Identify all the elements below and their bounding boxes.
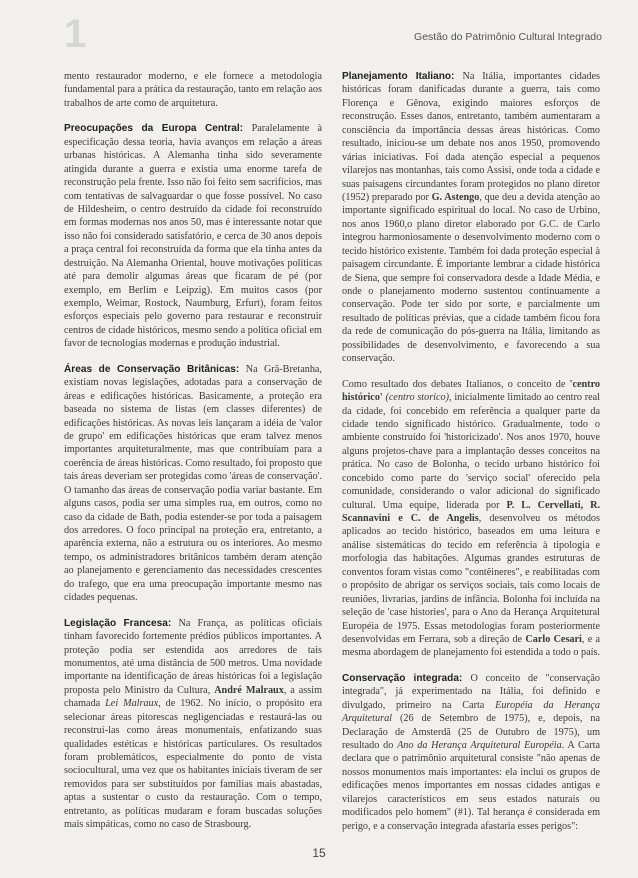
section-heading: Legislação Francesa: (64, 617, 172, 629)
section-heading: Conservação integrada: (342, 672, 463, 684)
paragraph-text: , de 1962. No início, o propósito era selecionar áreas pitorescas negligenciadas e restaurá-las ou reconstruí-las como áreas monumentais, enfatizando suas qualidades estéticas e históricas particulares. Os resultados foram problemáticos, especialmente do ponto de vista sociocultural, uma vez que os habitantes iniciais tiveram de ser removidos para ser substituídos por famílias mais abastadas, aptas a sustentar o custo da restauração. Com o tempo, entretanto, as políticas mudaram e foram buscadas soluções mais simpáticas, como no caso de Strasbourg. (64, 698, 323, 831)
paragraph-text: Na Itália, importantes cidades históricas foram danificadas durante a guerra, tais como Florença e Gênova, exigindo maiores esforços de reconstrução. Esses danos, entretanto, também aumentaram a consciência da importância dessas áreas históricas. Como resultado, iniciou-se um debate nos anos 1950, promovendo várias iniciativas. Foi dada atenção especial a pequenos vilarejos nas montanhas, tais como Assisi, onde toda a cidade e suas paisagens circundantes foram protegidos no plano diretor (1952) preparado por (342, 71, 600, 203)
paragraph-text: , desenvolveu os métodos aplicados ao tecido histórico, baseados em uma leitura e análise sistemáticas do tecido em referência à tipologia e morfologia das habitações. Algumas grandes estruturas de conventos foram vistas como "contêineres", e reabilitadas com o propósito de abrigar os serviços sociais, tais como locais de reuniões, livrarias, jardins de infância. Bolonha foi incluída na seleção de 'case histories', para o Ano da Herança Arquitetural Européia de 1975. Essas metodologias foram posteriormente desenvolvidas em Ferrara, sob a direção de (342, 513, 600, 645)
page-number: 15 (312, 846, 326, 860)
section-heading: Preocupações da Europa Central: (64, 123, 244, 135)
paragraph-integrated-conservation (342, 672, 600, 833)
year-title: Ano da Herança Arquitetural Européia (397, 740, 562, 751)
paragraph-text: , que deu a devida atenção ao importante significado espiritual do local. No caso de Urbino, nos anos 1960,o plano diretor elaborado por G.C. de Carlo integrou harmoniosamente o desenvolvimento moderno com o tecido histórico existente. Também foi dada proteção especial à paisagem circundante. É importante lembrar a cidade histórica de Siena, que sempre foi conservadora desde a Idade Média, e onde o planejamento moderno sustentou continuamente a conservação. Pode ter sido por sorte, e parcialmente um resultado de políticas prévias, que a cidade também ficou fora da rede de comunicação do pós-guerra na Itália, limitando as possibilidades de desenvolvimento, e favorecendo a sua conservação. (342, 191, 600, 365)
right-column (342, 70, 600, 833)
paragraph-text: Paralelamente à especificação dessa teoria, havia avanços em relação a áreas urbanas históricas. A Alemanha tinha sido severamente atingida durante a guerra e existia uma enorme tarefa de reconstrução pela frente. Isso não foi feito sem sacrifícios, mas com tentativas de salvaguardar o que fosse possível. No caso de Hildesheim, o centro destruído da cidade foi reconstruído em formas modernas nos anos 50, mas é interessante notar que isso não foi considerado satisfatório, e cerca de 30 anos depois a praça central foi reconstruída da forma que ela tinha antes da destruição. Na Alemanha Oriental, houve motivações políticas até para demolir algumas áreas que ficaram de pé (por exemplo, em Berlim e Leipzig). Em muitos casos (por exemplo, Weimar, Rostock, Naumburg, Erfurt), foram feitos esforços especiais pelo governo para restaurar e reconstruir centros de cidade históricos, mesmo sendo a política oficial em favor de tecnologias modernas e produção industrial. (64, 123, 322, 350)
section-heading: Planejamento Italiano: (342, 71, 455, 82)
paragraph-continuation: mento restaurador moderno, e ele fornece a metodologia fundamental para a prática da restauração, tanto em relação aos trabalhos de arte como de arquitetura. (64, 71, 322, 109)
chapter-number: 1 (64, 12, 86, 56)
charter-title: Européia da Herança Arquitetural (342, 699, 601, 725)
paragraph-historic-centre (342, 378, 600, 660)
paragraph-text: , inicialmente limitado ao centro real da cidade, foi concebido em referência a qualquer parte da cidade tendo significado histórico. Gradualmente, todo o ambiente construído foi 'historicizado'. Nos anos 1970, houve alguns projetos-chave para a implantação desses conceitos na prática. No caso de Bolonha, o tecido urbano histórico foi concebido como parte do 'serviço social' oferecido pela comunidade, considerando o valor adicional do significado cultural. Uma equipe, liderada por (342, 392, 600, 511)
law-name: Lei Malraux (105, 698, 159, 710)
paragraph-text: , a assim chamada (64, 684, 322, 710)
term-italian: (centro storico) (385, 392, 450, 404)
paragraph-text: Na França, as políticas oficiais tinham favorecido fortemente prédios públicos importantes. A proteção podia ser estendida aos arredores de tais monumentos, até uma distância de 500 metros. Uma novidade importante na identificação de áreas históricas foi a legislação proposta pelo Ministro da Cultura, (64, 617, 322, 696)
paragraph-text: Como resultado dos debates Italianos, o conceito de (342, 378, 566, 390)
person-name: André Malraux (214, 684, 284, 696)
person-name: Carlo Cesari (525, 633, 582, 645)
term: 'centro histórico' (342, 378, 601, 404)
paragraph-text: , e a mesma abordagem de planejamento foi estendida a todo o país. (342, 633, 601, 659)
paragraph-french-legislation (64, 617, 322, 832)
section-heading: Áreas de Conservação Britânicas: (64, 363, 240, 375)
paragraph-text: (26 de Setembro de 1975), e, depois, na Declaração de Amsterdã (25 de Outubro de 1975), um resultado do (342, 713, 600, 751)
left-column (64, 70, 322, 832)
paragraph-text: Na Grã-Bretanha, existiam novas legislações, adotadas para a conservação de áreas e edificações históricas. Basicamente, a proteção era baseada no sistema de listas (em classes diferentes) de edificações históricas. As novas leis lançaram a idéia de 'valor de grupo' em edificações históricas que eram talvez menos importantes arquiteturalmente, mas que contribuíam para a coerência de áreas históricas. Como resultado, foi proposto que tais áreas deveriam ser protegidas como 'áreas de conservação'. O tamanho das áreas de conservação podia variar bastante. Em alguns casos, podia ser uma simples rua, em outros, como no caso da cidade de Bath, podia estender-se por toda a paisagem dos arredores. O foco principal na proteção era, entretanto, a aparência externa, não a estrutura ou os interiores. Ao mesmo tempo, os administradores britânicos também deram atenção ao planejamento e gerenciamento das necessidades crescentes do trafego, que era uma preocupação importante mesmo nas cidades pequenas. (64, 363, 323, 604)
paragraph-italian-planning (342, 70, 600, 366)
paragraph-text: O conceito de "conservação integrada", já experimentado na Itália, foi definido e divulgado, primeiro na Carta (342, 672, 600, 711)
paragraph-british-areas (64, 363, 322, 605)
person-names: P. L. Cervellati, R. Scannavini e C. de Angelis (342, 499, 601, 524)
paragraph-central-europe (64, 122, 322, 350)
paragraph-text: . A Carta declara que o patrimônio arquitetural consiste "não apenas de nossos monumentos mais importantes: ela inclui os grupos de edificações menos importantes em nossas cidades antigas e vilarejos característicos em seus estados naturais ou modificados pelo homem" (#1). Tal herança é considerada em perigo, e a conservação integrada afastaria esses perigos": (342, 740, 601, 832)
running-title: Gestão do Patrimônio Cultural Integrado (414, 31, 602, 43)
person-name: G. Astengo (431, 191, 480, 203)
